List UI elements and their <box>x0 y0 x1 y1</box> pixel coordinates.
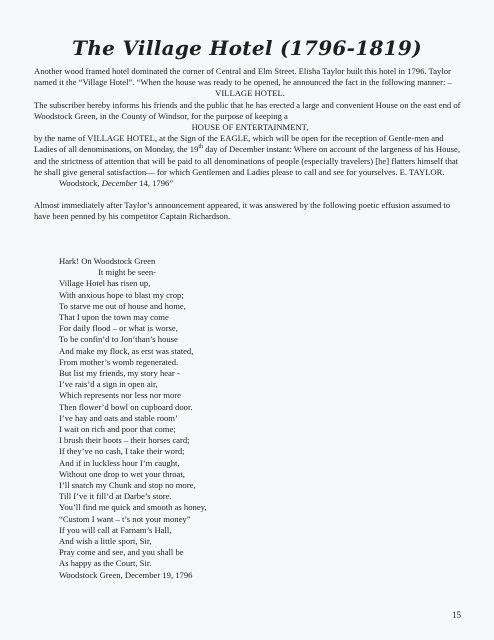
page-number: 15 <box>452 610 461 620</box>
poem-line: For daily flood – or what is worse, <box>59 323 178 334</box>
ad-body-text-a: by the name of VILLAGE HOTEL, at the Sign of the EAGLE, which will be open for the reception of Gentle-men and Ladies of all denominations, on Monday, the 19 <box>34 133 444 155</box>
poem-line: You’ll find me quick and smooth as honey, <box>59 502 207 513</box>
poem-line: To be confin’d to Jon’than’s house <box>59 334 178 345</box>
ad-body-text-b: day of December instant: Where on account of the largeness of his House, and the strictness of attention that will be paid to all denominations of people (especially travelers) [he] flatters himself that he shall give general satisfaction— for which Gentlemen and Ladies please to call and see for yourselves. E. TAYLOR. <box>34 144 460 177</box>
ad-paragraph: The subscriber hereby informs his friends and the public that he has erected a large and convenient House on the east end of Woodstock Green, in the County of Windsor, for the purpose of keeping a <box>34 99 461 121</box>
poem-line: Without one drop to wet your throat, <box>59 468 185 479</box>
poem-line: As happy as the Court, Sir. <box>59 558 152 569</box>
poem-line: Till I’ve it fill’d at Darbe’s store. <box>59 491 172 502</box>
poem-line: And wish a little sport, Sir, <box>59 536 152 547</box>
poem-line: Village Hotel has risen up, <box>59 278 151 289</box>
poem-line: Which represents nor less nor more <box>59 390 181 401</box>
poem-line: Woodstock Green, December 19, 1796 <box>59 569 193 580</box>
response-intro-paragraph: Almost immediately after Taylor’s announcement appeared, it was answered by the following poetic effusion assumed to have been penned by his competitor Captain Richardson. <box>34 200 451 222</box>
poem-line: I’ve hay and oats and stable room’ <box>59 412 178 423</box>
poem-line: I brush their boots – their horses card; <box>59 435 190 446</box>
poem-line: If they’ve no cash, I take their word; <box>59 446 185 457</box>
poem-line: I wait on rich and poor that come; <box>59 424 176 435</box>
poem-line: With anxious hope to blast my crop; <box>59 289 184 300</box>
poem-line: Then flower’d bowl on cupboard door. <box>59 401 193 412</box>
poem-line: Hark! On Woodstock Green <box>59 256 156 266</box>
dateline-day-year: 14, 1796” <box>137 178 174 189</box>
dateline-place: Woodstock, <box>59 178 102 189</box>
poem-line: But list my friends, my story hear - <box>59 368 180 379</box>
poem-line: I’ll snatch my Chunk and stop no more, <box>59 480 196 491</box>
poem-line: And make my flock, as erst was stated, <box>59 345 194 356</box>
ad-heading-entertainment: HOUSE OF ENTERTAINMENT, <box>191 122 309 133</box>
poem-line: Pray come and see, and you shall be <box>59 547 184 558</box>
ad-dateline <box>34 178 466 189</box>
ad-heading-village-hotel: VILLAGE HOTEL. <box>215 88 285 99</box>
poem-line: From mother’s womb regenerated. <box>59 356 179 367</box>
dateline-month: December <box>101 178 138 189</box>
page-title: The Village Hotel (1796-1819) <box>72 36 422 60</box>
poem-line: “Custom I want – t’s not your money” <box>59 513 191 524</box>
poem <box>34 256 474 581</box>
poem-line: To starve me out of house and home, <box>59 300 186 311</box>
poem-line: That I upon the town may come <box>59 312 169 323</box>
intro-section <box>34 66 466 223</box>
poem-line: And if in luckless hour I’m caught, <box>59 457 180 468</box>
ad-body-superscript: th <box>198 144 204 151</box>
intro-paragraph: Another wood framed hotel dominated the corner of Central and Elm Street. Elisha Taylor built this hotel in 1796. Taylor named it the “Village Hotel”. “When the house was ready to be opened, he announced the fact in the following manner: – <box>34 66 452 88</box>
ad-body-paragraph <box>34 133 466 178</box>
poem-line: I’ve rais’d a sign in open air, <box>59 379 158 390</box>
poem-line: It might be seen- <box>98 267 156 278</box>
poem-line: If you will call at Farnam’s Hall, <box>59 524 172 535</box>
